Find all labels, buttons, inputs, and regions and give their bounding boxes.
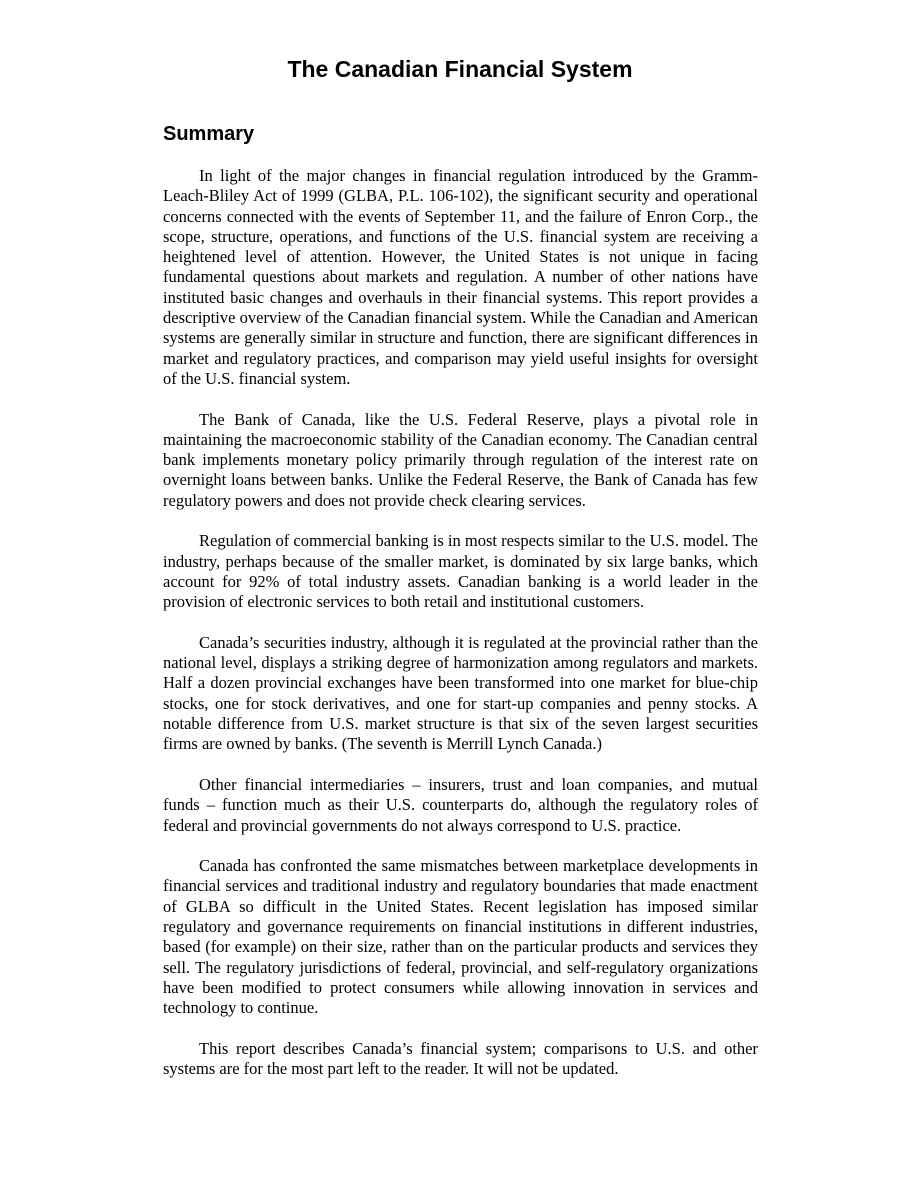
summary-paragraph-4: Canada’s securities industry, although it is regulated at the provincial rather than the national level, displays a striking degree of harmonization among regulators and markets. Half a dozen provincial exchanges have been transformed into one market for blue-chip stocks, one for stock derivatives, and one for start-up companies and penny stocks. A notable difference from U.S. market structure is that six of the seven largest securities firms are owned by banks. (The seventh is Merrill Lynch Canada.) <box>163 632 758 754</box>
section-heading-summary: Summary <box>163 123 255 145</box>
summary-paragraph-3: Regulation of commercial banking is in most respects similar to the U.S. model. The industry, perhaps because of the smaller market, is dominated by six large banks, which account for 92% of total industry assets. Canadian banking is a world leader in the provision of electronic services to both retail and institutional customers. <box>163 531 758 612</box>
summary-body <box>163 166 758 1100</box>
summary-paragraph-2: The Bank of Canada, like the U.S. Federal Reserve, plays a pivotal role in maintaining the macroeconomic stability of the Canadian economy. The Canadian central bank implements monetary policy primarily through regulation of the interest rate on overnight loans between banks. Unlike the Federal Reserve, the Bank of Canada has few regulatory powers and does not provide check clearing services. <box>163 409 758 510</box>
summary-paragraph-6: Canada has confronted the same mismatches between marketplace developments in financial services and traditional industry and regulatory boundaries that made enactment of GLBA so difficult in the United States. Recent legislation has imposed similar regulatory and governance requirements on financial institutions in different industries, based (for example) on their size, rather than on the particular products and services they sell. The regulatory jurisdictions of federal, provincial, and self-regulatory organizations have been modified to protect consumers while allowing innovation in services and technology to continue. <box>163 856 758 1018</box>
summary-paragraph-7: This report describes Canada’s financial system; comparisons to U.S. and other systems are for the most part left to the reader. It will not be updated. <box>163 1038 758 1079</box>
summary-paragraph-5: Other financial intermediaries – insurers, trust and loan companies, and mutual funds – function much as their U.S. counterparts do, although the regulatory roles of federal and provincial governments do not always correspond to U.S. practice. <box>163 774 758 835</box>
summary-paragraph-1: In light of the major changes in financial regulation introduced by the Gramm-Leach-Bliley Act of 1999 (GLBA, P.L. 106-102), the significant security and operational concerns connected with the events of September 11, and the failure of Enron Corp., the scope, structure, operations, and functions of the U.S. financial system are receiving a heightened level of attention. However, the United States is not unique in facing fundamental questions about markets and regulation. A number of other nations have instituted basic changes and overhauls in their financial systems. This report provides a descriptive overview of the Canadian financial system. While the Canadian and American systems are generally similar in structure and function, there are significant differences in market and regulatory practices, and comparison may yield useful insights for oversight of the U.S. financial system. <box>163 166 758 388</box>
document-title: The Canadian Financial System <box>287 56 633 82</box>
